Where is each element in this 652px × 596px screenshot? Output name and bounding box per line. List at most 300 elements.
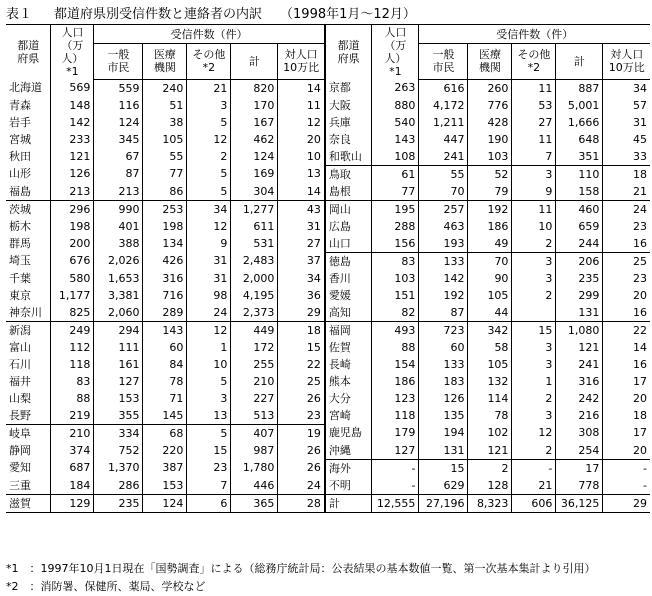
- pop-cell: 179: [372, 424, 419, 442]
- other-cell: 27: [512, 114, 556, 131]
- pref-cell: 静岡: [9, 443, 31, 457]
- per-cell: 14: [603, 339, 650, 356]
- pop-cell: 288: [372, 218, 419, 235]
- other-cell: 24: [187, 304, 231, 322]
- pref-cell: 沖縄: [325, 442, 372, 460]
- per-cell: 21: [603, 183, 650, 201]
- pop-cell: 103: [372, 270, 419, 287]
- other-cell: 3: [512, 165, 556, 183]
- per-cell: 33: [603, 148, 650, 166]
- medical-cell: 68: [143, 424, 187, 442]
- general-cell: 2,060: [94, 304, 143, 322]
- medical-cell: 145: [143, 407, 187, 425]
- pop-cell: 249: [51, 321, 94, 339]
- other-cell: 13: [187, 407, 231, 425]
- pop-cell: 210: [51, 424, 94, 442]
- pop-cell: 198: [51, 218, 94, 235]
- table-row: [6, 218, 650, 235]
- pref-cell: 福井: [9, 374, 31, 388]
- other-cell: 2: [187, 148, 231, 166]
- total-cell: 778: [556, 477, 603, 495]
- medical-cell: 2: [468, 459, 512, 477]
- pop-cell: 880: [372, 97, 419, 114]
- other-cell: 2: [512, 390, 556, 407]
- per-cell: 15: [278, 339, 325, 356]
- general-cell: 27,196: [419, 494, 468, 512]
- per-cell: 10: [278, 148, 325, 166]
- pop-cell: 676: [51, 252, 94, 270]
- general-cell: 401: [94, 218, 143, 235]
- table-body: [6, 79, 650, 512]
- total-cell: 1,277: [231, 200, 278, 218]
- table-row: [6, 390, 650, 407]
- other-cell: 5: [187, 165, 231, 183]
- general-cell: 192: [419, 287, 468, 304]
- pop-cell: 77: [372, 183, 419, 201]
- medical-cell: 44: [468, 304, 512, 322]
- medical-cell: 220: [143, 442, 187, 460]
- table-row: [6, 339, 650, 356]
- pref-cell: 広島: [325, 218, 372, 235]
- table-row: [6, 304, 650, 322]
- other-cell: 2: [512, 235, 556, 253]
- per-cell: 26: [278, 442, 325, 460]
- general-cell: 723: [419, 321, 468, 339]
- footnote-2: *2 ：消防署、保健所、薬局、学校など: [6, 580, 206, 593]
- general-cell: 1,653: [94, 270, 143, 287]
- table-row: [6, 321, 650, 339]
- medical-cell: 86: [143, 183, 187, 201]
- per-cell: 28: [278, 494, 325, 512]
- pop-cell: 88: [51, 390, 94, 407]
- total-cell: 887: [556, 79, 603, 97]
- pref-cell: 奈良: [325, 131, 372, 148]
- pref-cell: 岐阜: [6, 424, 51, 442]
- header-per-right: 対人口 10万比: [603, 44, 650, 79]
- other-cell: 15: [187, 442, 231, 460]
- table-row: [6, 148, 650, 166]
- total-cell: 462: [231, 131, 278, 148]
- general-cell: 559: [94, 79, 143, 97]
- other-cell: 6: [187, 494, 231, 512]
- per-cell: 25: [278, 373, 325, 390]
- pop-cell: 374: [51, 442, 94, 460]
- medical-cell: 60: [143, 339, 187, 356]
- pref-cell: 秋田: [9, 149, 31, 163]
- pop-cell: 112: [51, 339, 94, 356]
- total-cell: 308: [556, 424, 603, 442]
- pref-cell: 和歌山: [325, 148, 372, 166]
- medical-cell: 428: [468, 114, 512, 131]
- pref-cell: 福岡: [325, 321, 372, 339]
- general-cell: 161: [94, 356, 143, 373]
- medical-cell: 128: [468, 477, 512, 495]
- general-cell: 193: [419, 235, 468, 253]
- pref-cell: 栃木: [9, 219, 31, 233]
- header-population: 人口 （万人） *1: [51, 25, 94, 80]
- other-cell: 53: [512, 97, 556, 114]
- other-cell: 5: [187, 183, 231, 201]
- per-cell: 22: [278, 356, 325, 373]
- general-cell: 15: [419, 459, 468, 477]
- other-cell: 11: [512, 200, 556, 218]
- total-cell: 170: [231, 97, 278, 114]
- medical-cell: 105: [468, 287, 512, 304]
- other-cell: 31: [187, 270, 231, 287]
- footnote-1: *1 ：1997年10月1日現在「国勢調査」による（総務庁統計局：公表結果の基本数値一覧、第一次基本集計より引用）: [6, 562, 596, 575]
- per-cell: 25: [603, 252, 650, 270]
- per-cell: 16: [603, 304, 650, 322]
- per-cell: 20: [603, 442, 650, 460]
- total-cell: 611: [231, 218, 278, 235]
- medical-cell: 153: [143, 477, 187, 495]
- other-cell: 12: [187, 321, 231, 339]
- pref-cell: 富山: [9, 340, 31, 354]
- pop-cell: 184: [51, 477, 94, 495]
- general-cell: 241: [419, 148, 468, 166]
- pref-cell: 高知: [325, 304, 372, 322]
- table-row: [6, 183, 650, 201]
- general-cell: 235: [94, 494, 143, 512]
- general-cell: 87: [419, 304, 468, 322]
- total-cell: 2,000: [231, 270, 278, 287]
- total-cell: 158: [556, 183, 603, 201]
- table-row: [6, 373, 650, 390]
- header-general-right: 一般 市民: [419, 44, 468, 79]
- table-title-text: 都道府県別受信件数と連絡者の内訳: [54, 7, 263, 22]
- medical-cell: 198: [143, 218, 187, 235]
- general-cell: 2,026: [94, 252, 143, 270]
- pref-cell: 愛媛: [325, 287, 372, 304]
- pop-cell: 151: [372, 287, 419, 304]
- total-cell: 172: [231, 339, 278, 356]
- pref-cell: 東京: [9, 288, 31, 302]
- per-cell: 23: [603, 270, 650, 287]
- total-cell: 167: [231, 114, 278, 131]
- per-cell: 31: [603, 114, 650, 131]
- pref-cell: 茨城: [6, 200, 51, 218]
- other-cell: 5: [187, 114, 231, 131]
- medical-cell: 71: [143, 390, 187, 407]
- medical-cell: 102: [468, 424, 512, 442]
- pref-cell: 鳥取: [325, 165, 372, 183]
- total-cell: 2,373: [231, 304, 278, 322]
- pref-cell: 計: [325, 494, 372, 512]
- total-cell: 36,125: [556, 494, 603, 512]
- total-cell: 235: [556, 270, 603, 287]
- per-cell: 20: [603, 390, 650, 407]
- per-cell: 14: [278, 79, 325, 97]
- other-cell: 7: [512, 148, 556, 166]
- total-cell: 304: [231, 183, 278, 201]
- pop-cell: 186: [372, 373, 419, 390]
- pop-cell: 108: [372, 148, 419, 166]
- pref-cell: 山口: [325, 235, 372, 253]
- pop-cell: 83: [51, 373, 94, 390]
- other-cell: 98: [187, 287, 231, 304]
- pref-cell: 兵庫: [325, 114, 372, 131]
- total-cell: 216: [556, 407, 603, 425]
- total-cell: 210: [231, 373, 278, 390]
- general-cell: 334: [94, 424, 143, 442]
- other-cell: 1: [512, 373, 556, 390]
- other-cell: 1: [187, 339, 231, 356]
- medical-cell: 79: [468, 183, 512, 201]
- header-total-right: 計: [556, 44, 603, 79]
- pref-cell: 福島: [9, 184, 31, 198]
- medical-cell: 52: [468, 165, 512, 183]
- table-row: [6, 270, 650, 287]
- other-cell: 3: [187, 97, 231, 114]
- header-received-right: 受信件数（件）: [419, 25, 650, 44]
- pop-cell: 83: [372, 252, 419, 270]
- medical-cell: 121: [468, 442, 512, 460]
- general-cell: 629: [419, 477, 468, 495]
- other-cell: 11: [512, 79, 556, 97]
- pop-cell: 1,177: [51, 287, 94, 304]
- table-row: [6, 252, 650, 270]
- pop-cell: 233: [51, 131, 94, 148]
- pref-cell: 石川: [9, 357, 31, 371]
- medical-cell: 78: [468, 407, 512, 425]
- general-cell: 355: [94, 407, 143, 425]
- pref-cell: 山梨: [9, 391, 31, 405]
- general-cell: 87: [94, 165, 143, 183]
- medical-cell: 186: [468, 218, 512, 235]
- header-other-right: その他 *2: [512, 44, 556, 79]
- pop-cell: 540: [372, 114, 419, 131]
- general-cell: 1,370: [94, 459, 143, 477]
- per-cell: 43: [278, 200, 325, 218]
- header-medical-right: 医療 機関: [468, 44, 512, 79]
- pop-cell: 148: [51, 97, 94, 114]
- table-number: 表１: [6, 7, 33, 22]
- pop-cell: 12,555: [372, 494, 419, 512]
- general-cell: 294: [94, 321, 143, 339]
- pop-cell: 213: [51, 183, 94, 201]
- table-row: [6, 287, 650, 304]
- total-cell: 124: [231, 148, 278, 166]
- other-cell: 3: [512, 356, 556, 373]
- header-general: 一般 市民: [94, 44, 143, 79]
- total-cell: 513: [231, 407, 278, 425]
- total-cell: 316: [556, 373, 603, 390]
- pop-cell: 82: [372, 304, 419, 322]
- total-cell: 241: [556, 356, 603, 373]
- pop-cell: 88: [372, 339, 419, 356]
- pref-cell: 愛知: [9, 461, 31, 475]
- medical-cell: 289: [143, 304, 187, 322]
- other-cell: 21: [512, 477, 556, 495]
- general-cell: 4,172: [419, 97, 468, 114]
- other-cell: 3: [512, 339, 556, 356]
- total-cell: 987: [231, 442, 278, 460]
- table-row: [6, 200, 650, 218]
- total-cell: 446: [231, 477, 278, 495]
- per-cell: 24: [278, 477, 325, 495]
- per-cell: 23: [278, 407, 325, 425]
- medical-cell: 49: [468, 235, 512, 253]
- medical-cell: 716: [143, 287, 187, 304]
- other-cell: 34: [187, 200, 231, 218]
- medical-cell: 58: [468, 339, 512, 356]
- medical-cell: 38: [143, 114, 187, 131]
- other-cell: 3: [512, 270, 556, 287]
- pop-cell: -: [372, 459, 419, 477]
- medical-cell: 124: [143, 494, 187, 512]
- general-cell: 1,211: [419, 114, 468, 131]
- table-row: [6, 494, 650, 512]
- general-cell: 194: [419, 424, 468, 442]
- pref-cell: 大阪: [325, 97, 372, 114]
- per-cell: 22: [603, 321, 650, 339]
- pref-cell: 滋賀: [6, 494, 51, 512]
- per-cell: 19: [278, 424, 325, 442]
- general-cell: 990: [94, 200, 143, 218]
- general-cell: 3,381: [94, 287, 143, 304]
- per-cell: 20: [603, 287, 650, 304]
- pref-cell: 京都: [325, 79, 372, 97]
- pref-cell: 不明: [325, 477, 372, 495]
- other-cell: 31: [187, 252, 231, 270]
- medical-cell: 105: [143, 131, 187, 148]
- other-cell: 3: [512, 407, 556, 425]
- total-cell: 351: [556, 148, 603, 166]
- general-cell: 153: [94, 390, 143, 407]
- pref-cell: 香川: [325, 270, 372, 287]
- general-cell: 126: [419, 390, 468, 407]
- medical-cell: 77: [143, 165, 187, 183]
- per-cell: 23: [603, 218, 650, 235]
- pop-cell: 493: [372, 321, 419, 339]
- total-cell: 206: [556, 252, 603, 270]
- medical-cell: 240: [143, 79, 187, 97]
- per-cell: 26: [278, 459, 325, 477]
- medical-cell: 114: [468, 390, 512, 407]
- total-cell: 449: [231, 321, 278, 339]
- total-cell: 17: [556, 459, 603, 477]
- per-cell: 29: [603, 494, 650, 512]
- pop-cell: 142: [51, 114, 94, 131]
- total-cell: 169: [231, 165, 278, 183]
- per-cell: 20: [278, 131, 325, 148]
- table-row: [6, 424, 650, 442]
- per-cell: 18: [603, 165, 650, 183]
- header-per: 対人口 10万比: [278, 44, 325, 79]
- medical-cell: 78: [143, 373, 187, 390]
- pop-cell: 121: [51, 148, 94, 166]
- per-cell: 12: [278, 114, 325, 131]
- other-cell: 2: [512, 287, 556, 304]
- pref-cell: 埼玉: [9, 254, 31, 268]
- other-cell: 11: [512, 131, 556, 148]
- header-medical: 医療 機関: [143, 44, 187, 79]
- medical-cell: 90: [468, 270, 512, 287]
- pref-cell: 三重: [9, 478, 31, 492]
- other-cell: 5: [187, 424, 231, 442]
- per-cell: 16: [603, 356, 650, 373]
- pref-cell: 熊本: [325, 373, 372, 390]
- medical-cell: 776: [468, 97, 512, 114]
- total-cell: 255: [231, 356, 278, 373]
- per-cell: 24: [603, 200, 650, 218]
- pref-cell: 岡山: [325, 200, 372, 218]
- per-cell: 31: [278, 218, 325, 235]
- total-cell: 531: [231, 235, 278, 253]
- pref-cell: 鹿児島: [325, 424, 372, 442]
- header-total: 計: [231, 44, 278, 79]
- other-cell: 10: [187, 356, 231, 373]
- table-row: [6, 459, 650, 477]
- per-cell: 34: [603, 79, 650, 97]
- table-row: [6, 477, 650, 495]
- per-cell: 36: [278, 287, 325, 304]
- other-cell: 7: [187, 477, 231, 495]
- total-cell: 1,666: [556, 114, 603, 131]
- total-cell: 227: [231, 390, 278, 407]
- medical-cell: 316: [143, 270, 187, 287]
- table-row: [6, 165, 650, 183]
- general-cell: 213: [94, 183, 143, 201]
- per-cell: 17: [603, 424, 650, 442]
- pop-cell: -: [372, 477, 419, 495]
- table-row: [6, 356, 650, 373]
- total-cell: 299: [556, 287, 603, 304]
- total-cell: 121: [556, 339, 603, 356]
- table-row: [6, 97, 650, 114]
- total-cell: 131: [556, 304, 603, 322]
- pop-cell: 143: [372, 131, 419, 148]
- other-cell: 10: [512, 218, 556, 235]
- pref-cell: 佐賀: [325, 339, 372, 356]
- per-cell: 18: [278, 321, 325, 339]
- total-cell: 659: [556, 218, 603, 235]
- header-population-right: 人口 （万人） *1: [372, 25, 419, 80]
- medical-cell: 342: [468, 321, 512, 339]
- medical-cell: 387: [143, 459, 187, 477]
- per-cell: 11: [278, 97, 325, 114]
- medical-cell: 192: [468, 200, 512, 218]
- pop-cell: 580: [51, 270, 94, 287]
- pop-cell: 569: [51, 79, 94, 97]
- general-cell: 616: [419, 79, 468, 97]
- other-cell: 12: [187, 131, 231, 148]
- general-cell: 55: [419, 165, 468, 183]
- general-cell: 257: [419, 200, 468, 218]
- pref-cell: 宮崎: [325, 407, 372, 425]
- medical-cell: 55: [143, 148, 187, 166]
- per-cell: 14: [278, 183, 325, 201]
- medical-cell: 426: [143, 252, 187, 270]
- pop-cell: 126: [51, 165, 94, 183]
- general-cell: 345: [94, 131, 143, 148]
- medical-cell: 8,323: [468, 494, 512, 512]
- other-cell: 9: [187, 235, 231, 253]
- pop-cell: 687: [51, 459, 94, 477]
- per-cell: 29: [278, 304, 325, 322]
- per-cell: 45: [603, 131, 650, 148]
- medical-cell: 84: [143, 356, 187, 373]
- medical-cell: 105: [468, 356, 512, 373]
- table-row: [6, 131, 650, 148]
- general-cell: 124: [94, 114, 143, 131]
- general-cell: 286: [94, 477, 143, 495]
- general-cell: 111: [94, 339, 143, 356]
- total-cell: 2,483: [231, 252, 278, 270]
- pref-cell: 北海道: [9, 81, 42, 95]
- prefecture-table: [6, 24, 650, 513]
- total-cell: 1,080: [556, 321, 603, 339]
